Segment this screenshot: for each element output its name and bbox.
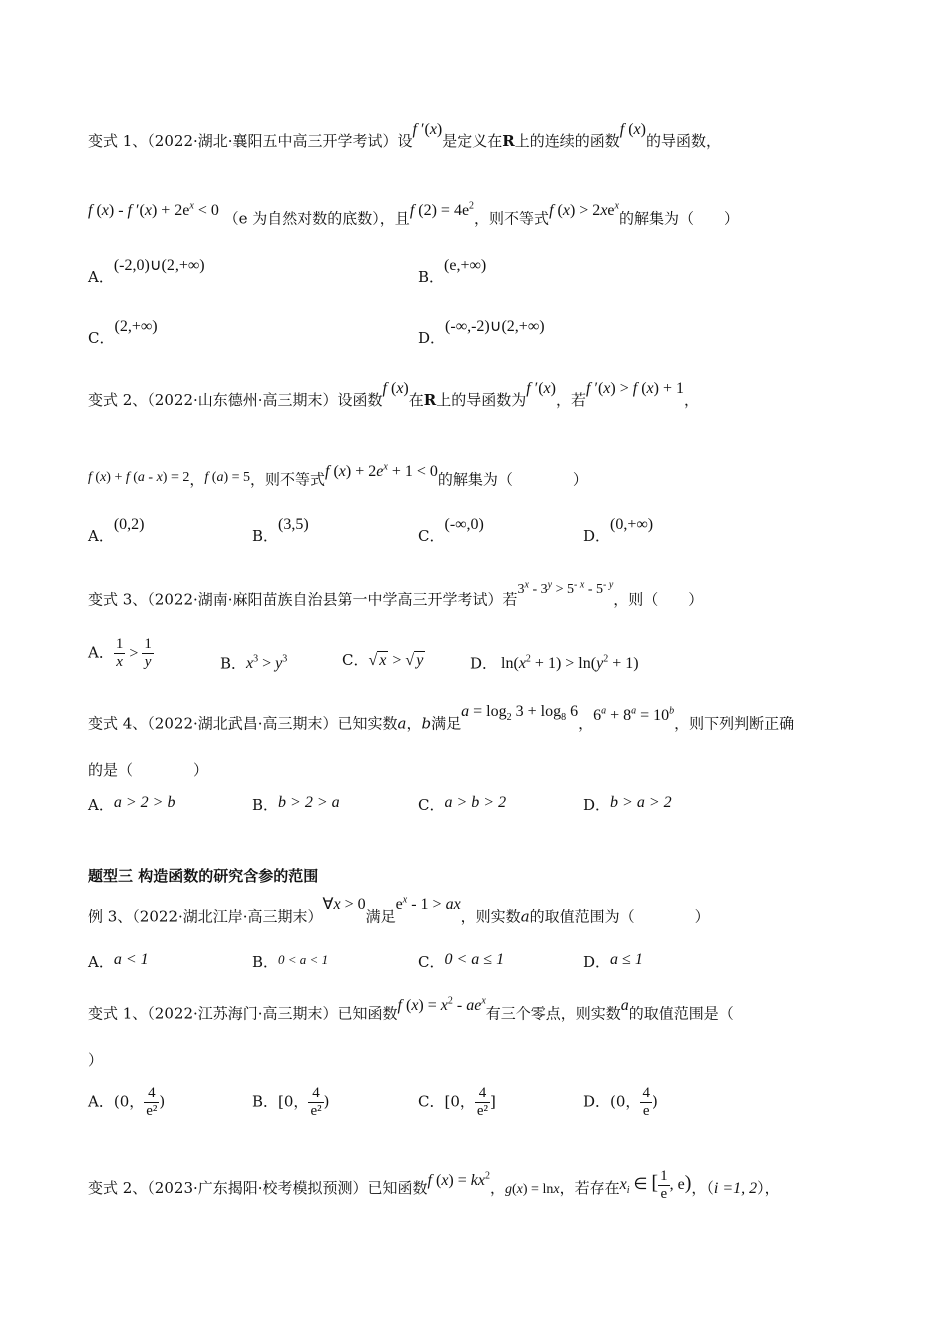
v2-formula-f: f (x) [382,380,409,397]
w1-question-line2: ） [88,1051,104,1069]
w1-question-line1: 变式 1、（2022·江苏海门·高三期末）已知函数f $(x) = x^2 - ae^x$有三个零点，则实数a的取值范围是（ [88,996,734,1023]
v2-formula-fprime: f ′(x) [526,380,556,397]
v2-formula-ineq: f ′(x) > f (x) + 1 [585,380,684,397]
v2-option-b[interactable]: B．(3,5) [252,516,309,545]
w2-formula-g: g(x) = lnx [505,1182,560,1198]
v2-question-line2: f (x) + f (a - x) = 2，f (a) = 5，则不等式f $(x) + 2e^x + 1 < 0$的解集为（ ） [88,462,588,489]
w2-formula-f: f $(x) = kx^2$ [427,1170,490,1190]
ex3-formula-forall: ∀x > 0 [322,896,366,914]
v1-R: R [502,132,515,150]
v3-option-a[interactable]: A． $\frac{1}{x}$ > $\frac{1}{y}$ [88,636,152,670]
v1-text: 的导函数， [645,132,721,150]
v1-formula-inequality: f (x) - f $'(x) + 2e^x < 0$ [88,201,219,220]
v1-text: 上的连续的函数 [514,132,620,150]
ex3-option-c[interactable]: C．0 < a ≤ 1 [418,951,505,971]
v1-formula-f: f (x) [619,121,646,138]
v4-question-line2: 的是（ ） [88,761,209,779]
v3-option-d[interactable]: D． $\ln(x^2 + 1) > \ln(y^2 + 1)$ [470,654,639,673]
v1-option-a[interactable]: A．(-2,0)∪(2,+∞) [88,257,205,286]
w1-option-a[interactable]: A．(0， $\frac{4}{\text{e²}}$ ) [88,1085,166,1119]
v3-formula: $3^x - 3^y > 5^{- x} - 5^{- y}$ [517,579,614,597]
v1-text: ，则不等式 [474,209,550,228]
v2-formula-sym: f (x) + f (a - x) = 2 [88,470,190,486]
v1-text: 的解集为（ ） [618,209,739,228]
v1-option-c[interactable]: C．(2,+∞) [88,318,158,347]
v4-option-d[interactable]: D．b > a > 2 [583,794,672,814]
v2-option-c[interactable]: C．(-∞,0) [418,516,484,545]
v4-formula-eq: $6^a + 8^a = 10^b$ [593,706,675,725]
v3-option-c[interactable]: C．√ x > √ y [342,651,424,669]
v2-formula-target: f $(x) + 2e^x + 1 < 0$ [325,462,438,481]
v1-formula-f2: f $(2) = 4e^2$ [409,201,475,220]
v1-text: （e 为自然对数的底数），且 [223,209,410,228]
v2-question-line1: 变式 2、（2022·山东德州·高三期末）设函数f (x)在R上的导函数为f ′(x)，若f ′(x) > f (x) + 1， [88,380,699,409]
w2-question: 变式 2、（2023·广东揭阳·校考模拟预测）已知函数f $(x) = kx^2$，g(x) = lnx，若存在$x_i$ ∈ [ $\frac{1}{e}$ , e)，（i =1, 2）， [88,1168,780,1202]
v4-formula-a: $a = \log_2 3 + \log_8 6$ [461,703,579,724]
v1-question-line1 [88,121,721,152]
v4-option-c[interactable]: C．a > b > 2 [418,794,507,814]
v4-question-line1: 变式 4、（2022·湖北武昌·高三期末）已知实数a，b满足$a = \log_2 3 + \log_8 6$，$6^a + 8^a = 10^b$，则下列判断正确 [88,703,795,733]
v1-text: 是定义在 [442,132,503,150]
w1-option-d[interactable]: D．(0， $\frac{4}{e}$ ) [583,1085,658,1119]
w1-option-b[interactable]: B．[0， $\frac{4}{\text{e²}}$ ) [252,1085,330,1119]
ex3-option-b[interactable]: B．0 < a < 1 [252,952,329,971]
ex3-option-a[interactable]: A．a < 1 [88,951,149,971]
v4-option-b[interactable]: B．b > 2 > a [252,794,340,814]
v3-option-b[interactable]: B．$x^3 > y^3$ [220,654,288,673]
w1-option-c[interactable]: C．[0， $\frac{4}{\text{e²}}$ ] [418,1085,496,1119]
ex3-option-d[interactable]: D．a ≤ 1 [583,951,643,971]
v1-question-line2 [88,201,739,229]
v2-formula-fa: f (a) = 5 [204,470,250,486]
w2-formula-xi: $x_i$ ∈ [ $\frac{1}{e}$ , e) [619,1168,692,1202]
ex3-formula: $e^x - 1$ > ax [395,895,461,914]
v3-question: 变式 3、（2022·湖南·麻阳苗族自治县第一中学高三开学考试）若$3^x - 3^y > 5^{- x} - 5^{- y}$，则（ ） [88,579,704,609]
v1-prefix: 变式 1、（2022·湖北·襄阳五中高三开学考试）设 [88,132,413,150]
w1-formula: f $(x) = x^2 - ae^x$ [397,996,486,1015]
v1-option-b[interactable]: B．(e,+∞) [418,257,487,286]
v1-formula-fprime: f ′(x) [412,121,443,138]
v4-option-a[interactable]: A．a > 2 > b [88,794,176,814]
v2-option-a[interactable]: A．(0,2) [88,516,145,545]
v2-option-d[interactable]: D．(0,+∞) [583,516,654,545]
v1-option-d[interactable]: D．(-∞,-2)∪(2,+∞) [418,318,545,347]
section-title: 题型三 构造函数的研究含参的范围 [88,867,319,885]
v1-formula-target: f $(x) > 2xe^x$ [549,201,619,220]
ex3-question: 例 3、（2022·湖北江岸·高三期末）∀x > 0满足$e^x - 1$ > ax，则实数a的取值范围为（ ） [88,895,710,926]
